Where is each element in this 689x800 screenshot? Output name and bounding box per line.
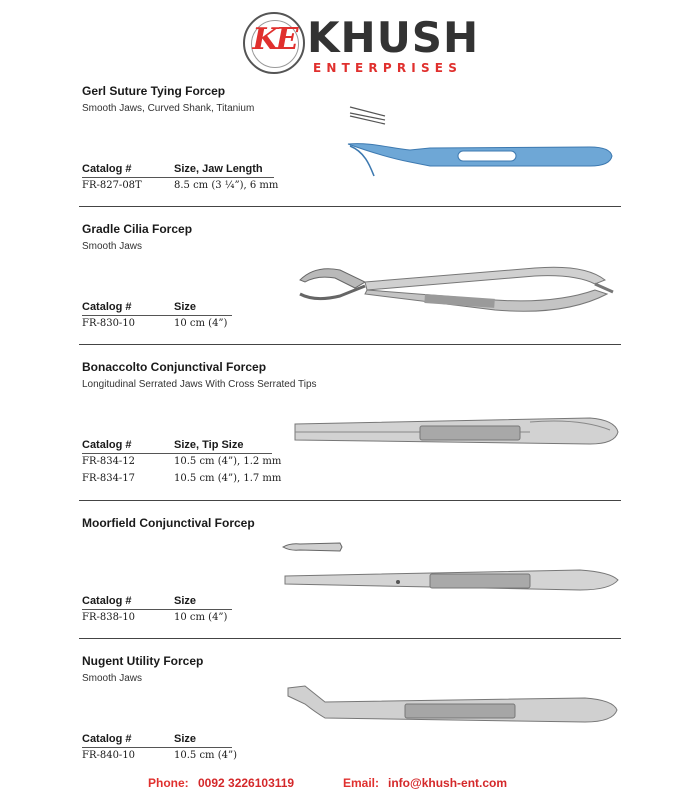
size-header: Size xyxy=(174,301,197,313)
catalog-number: FR-830-10 xyxy=(82,318,136,329)
logo-monogram: KE xyxy=(252,22,296,57)
spec-table xyxy=(82,163,279,193)
product-title: Nugent Utility Forcep xyxy=(82,654,204,668)
catalog-header: Catalog # xyxy=(82,163,132,175)
size-header: Size, Tip Size xyxy=(174,439,244,451)
catalog-number: FR-840-10 xyxy=(82,750,136,761)
section-divider xyxy=(79,500,621,501)
table-row xyxy=(82,612,232,625)
product-title: Bonaccolto Conjunctival Forcep xyxy=(82,360,267,374)
brand-subtitle: ENTERPRISES xyxy=(313,61,463,75)
size-value: 10 cm (4”) xyxy=(174,318,228,329)
spec-header xyxy=(82,595,232,610)
size-value: 10.5 cm (4”) xyxy=(174,750,237,761)
spec-table xyxy=(82,595,232,625)
section-divider xyxy=(79,206,621,207)
gradle-forcep-image xyxy=(295,250,625,320)
product-title: Moorfield Conjunctival Forcep xyxy=(82,516,255,530)
size-value: 10.5 cm (4”), 1.2 mm xyxy=(174,456,282,467)
spec-table xyxy=(82,301,232,331)
brand-name: KHUSH xyxy=(307,13,480,62)
product-description: Smooth Jaws xyxy=(82,673,143,684)
nugent-forcep-image xyxy=(285,682,625,732)
catalog-number: FR-827-08T xyxy=(82,180,142,191)
product-description: Smooth Jaws xyxy=(82,241,143,252)
catalog-header: Catalog # xyxy=(82,733,132,745)
section-divider xyxy=(79,638,621,639)
table-row xyxy=(82,456,282,469)
email-label: Email: xyxy=(343,776,380,790)
phone-number[interactable]: 0092 3226103119 xyxy=(198,776,295,790)
product-title: Gradle Cilia Forcep xyxy=(82,222,193,236)
spec-header xyxy=(82,301,232,316)
spec-table xyxy=(82,733,237,763)
bonaccolto-forcep-image xyxy=(290,410,625,460)
spec-table xyxy=(82,439,282,486)
size-header: Size xyxy=(174,595,197,607)
product-description: Smooth Jaws, Curved Shank, Titanium xyxy=(82,103,255,114)
product-description: Longitudinal Serrated Jaws With Cross Serrated Tips xyxy=(82,379,317,390)
table-row xyxy=(82,318,232,331)
table-row xyxy=(82,750,237,763)
catalog-number: FR-834-17 xyxy=(82,473,136,484)
catalog-number: FR-834-12 xyxy=(82,456,136,467)
size-header: Size, Jaw Length xyxy=(174,163,263,175)
catalog-header: Catalog # xyxy=(82,301,132,313)
phone-label: Phone: xyxy=(148,776,189,790)
size-value: 10 cm (4”) xyxy=(174,612,228,623)
size-header: Size xyxy=(174,733,197,745)
size-value: 10.5 cm (4”), 1.7 mm xyxy=(174,473,282,484)
product-title: Gerl Suture Tying Forcep xyxy=(82,84,226,98)
spec-header xyxy=(82,163,274,178)
size-value: 8.5 cm (3 ¼”), 6 mm xyxy=(174,180,279,191)
gerl-forcep-image xyxy=(340,104,630,184)
table-row xyxy=(82,180,279,193)
spec-header xyxy=(82,733,232,748)
moorfield-forcep-image xyxy=(280,538,625,598)
catalog-header: Catalog # xyxy=(82,439,132,451)
email-address[interactable]: info@khush-ent.com xyxy=(388,776,508,790)
catalog-header: Catalog # xyxy=(82,595,132,607)
spec-header xyxy=(82,439,272,454)
table-row xyxy=(82,473,282,486)
catalog-number: FR-838-10 xyxy=(82,612,136,623)
section-divider xyxy=(79,344,621,345)
